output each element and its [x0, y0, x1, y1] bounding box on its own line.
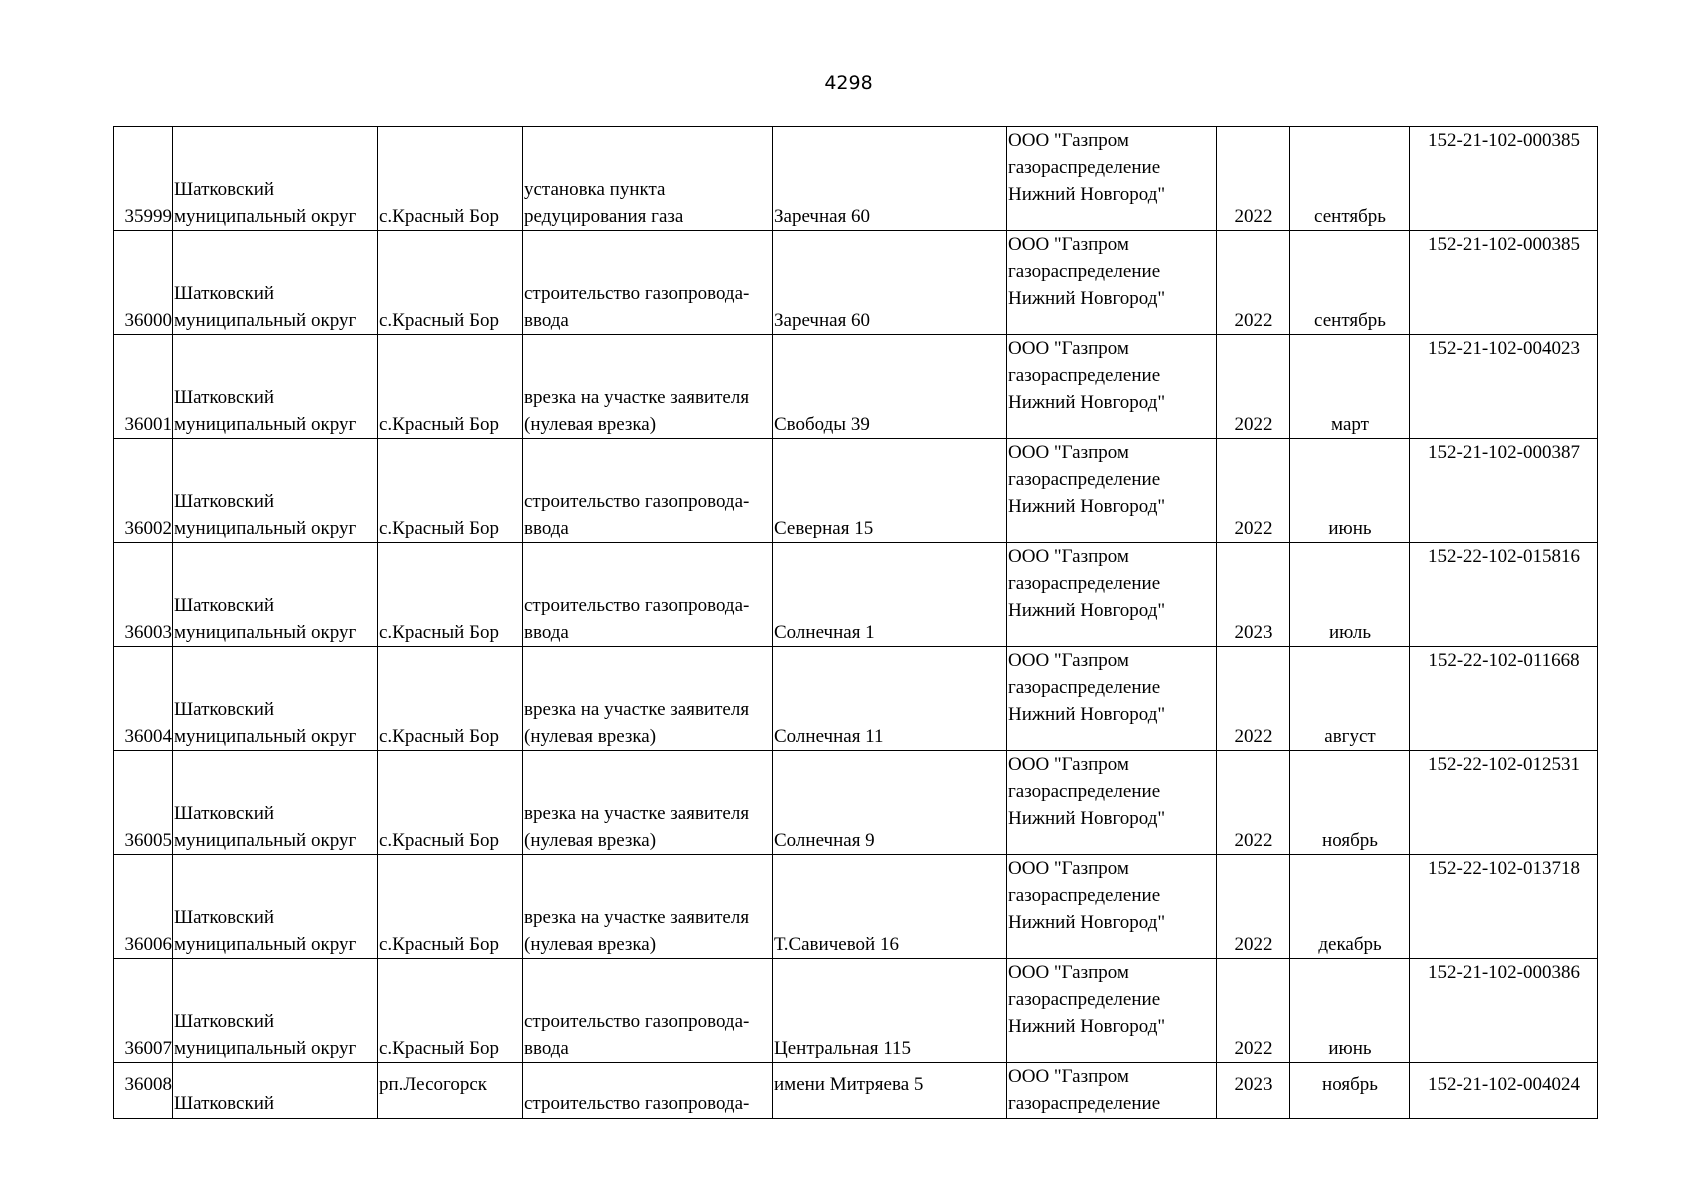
code-cell — [1410, 543, 1598, 647]
contract-code: 152-21-102-000386 — [1428, 962, 1580, 983]
district-line: муниципальный округ — [174, 830, 357, 851]
contract-code: 152-22-102-012531 — [1428, 754, 1580, 775]
year-cell — [1217, 959, 1290, 1063]
month-cell — [1290, 647, 1410, 751]
row-number: 36001 — [124, 414, 172, 435]
settlement: с.Красный Бор — [379, 622, 499, 643]
contract-code: 152-21-102-004023 — [1428, 338, 1580, 359]
district-line: Шатковский — [174, 803, 275, 824]
settlement: с.Красный Бор — [379, 726, 499, 747]
code-cell — [1410, 751, 1598, 855]
table-row — [114, 751, 1598, 855]
contract-code: 152-21-102-000387 — [1428, 442, 1580, 463]
work-type-cell — [523, 335, 773, 439]
year: 2022 — [1234, 206, 1273, 227]
year: 2023 — [1234, 622, 1273, 643]
row-number-cell — [114, 855, 173, 959]
month: ноябрь — [1322, 830, 1378, 851]
organization-line: ООО "Газпром — [1008, 338, 1129, 359]
organization-line: ООО "Газпром — [1008, 754, 1129, 775]
district-cell — [173, 543, 378, 647]
address-cell — [773, 751, 1007, 855]
address-cell — [773, 543, 1007, 647]
settlement-cell — [378, 855, 523, 959]
organization-line: газораспределение — [1008, 781, 1161, 802]
month-cell — [1290, 1063, 1410, 1119]
page-number: 4298 — [824, 72, 873, 94]
table-body — [114, 127, 1598, 1119]
address-cell — [773, 335, 1007, 439]
organization-line: газораспределение — [1008, 157, 1161, 178]
table-row — [114, 439, 1598, 543]
row-number-cell — [114, 335, 173, 439]
district-cell — [173, 127, 378, 231]
address: Северная 15 — [774, 518, 874, 539]
district-line: муниципальный округ — [174, 518, 357, 539]
organization-line: Нижний Новгород" — [1008, 288, 1166, 309]
year: 2023 — [1234, 1074, 1273, 1095]
address-cell — [773, 231, 1007, 335]
organization-line: Нижний Новгород" — [1008, 912, 1166, 933]
row-number: 36006 — [124, 934, 172, 955]
work-type-line: редуцирования газа — [524, 206, 684, 227]
address-cell — [773, 439, 1007, 543]
month: июль — [1328, 622, 1372, 643]
row-number-cell — [114, 647, 173, 751]
district-line: муниципальный округ — [174, 934, 357, 955]
year: 2022 — [1234, 726, 1273, 747]
work-type-line: ввода — [524, 1038, 569, 1059]
district-line: муниципальный округ — [174, 726, 357, 747]
organization-cell — [1007, 231, 1217, 335]
work-type-line: врезка на участке заявителя — [524, 803, 750, 824]
organization-cell — [1007, 855, 1217, 959]
work-type-line: ввода — [524, 518, 569, 539]
address: Т.Савичевой 16 — [774, 934, 899, 955]
table-row — [114, 855, 1598, 959]
work-type-line: ввода — [524, 310, 569, 331]
table-row — [114, 647, 1598, 751]
work-type-cell — [523, 439, 773, 543]
month-cell — [1290, 543, 1410, 647]
address: Свободы 39 — [774, 414, 870, 435]
year-cell — [1217, 231, 1290, 335]
organization-cell — [1007, 647, 1217, 751]
contract-code: 152-21-102-000385 — [1428, 234, 1580, 255]
district-line: муниципальный округ — [174, 1038, 357, 1059]
settlement-cell — [378, 231, 523, 335]
organization-line: Нижний Новгород" — [1008, 600, 1166, 621]
year-cell — [1217, 855, 1290, 959]
district-line: Шатковский — [174, 387, 275, 408]
month-cell — [1290, 751, 1410, 855]
year-cell — [1217, 543, 1290, 647]
month-cell — [1290, 855, 1410, 959]
organization-line: газораспределение — [1008, 885, 1161, 906]
contract-code: 152-21-102-000385 — [1428, 130, 1580, 151]
settlement: с.Красный Бор — [379, 206, 499, 227]
organization-line: газораспределение — [1008, 573, 1161, 594]
row-number: 36005 — [124, 830, 172, 851]
row-number-cell — [114, 1063, 173, 1119]
organization-line: Нижний Новгород" — [1008, 496, 1166, 517]
settlement-cell — [378, 751, 523, 855]
organization-line: газораспределение — [1008, 365, 1161, 386]
contract-code: 152-21-102-004024 — [1428, 1074, 1580, 1095]
work-type-line: строительство газопровода- — [524, 1011, 750, 1032]
row-number-cell — [114, 127, 173, 231]
month: июнь — [1328, 518, 1372, 539]
district-cell — [173, 959, 378, 1063]
district-line: Шатковский — [174, 699, 275, 720]
work-type-line: (нулевая врезка) — [524, 414, 657, 435]
settlement: с.Красный Бор — [379, 1038, 499, 1059]
settlement: с.Красный Бор — [379, 310, 499, 331]
organization-line: газораспределение — [1008, 677, 1161, 698]
settlement-cell — [378, 439, 523, 543]
row-number-cell — [114, 751, 173, 855]
work-type-cell — [523, 543, 773, 647]
work-type-line: врезка на участке заявителя — [524, 907, 750, 928]
month: сентябрь — [1314, 206, 1386, 227]
work-type-line: строительство газопровода- — [524, 595, 750, 616]
district-cell — [173, 855, 378, 959]
row-number-cell — [114, 439, 173, 543]
month-cell — [1290, 439, 1410, 543]
month-cell — [1290, 231, 1410, 335]
organization-line: газораспределение — [1008, 261, 1161, 282]
district-line: муниципальный округ — [174, 414, 357, 435]
year-cell — [1217, 647, 1290, 751]
table-row — [114, 959, 1598, 1063]
work-type-line: строительство газопровода- — [524, 1093, 750, 1114]
settlement: с.Красный Бор — [379, 518, 499, 539]
organization-line: Нижний Новгород" — [1008, 808, 1166, 829]
organization-cell — [1007, 543, 1217, 647]
district-line: муниципальный округ — [174, 622, 357, 643]
settlement-cell — [378, 647, 523, 751]
row-number: 36008 — [124, 1074, 172, 1095]
organization-line: Нижний Новгород" — [1008, 184, 1166, 205]
settlement-cell — [378, 543, 523, 647]
organization-line: ООО "Газпром — [1008, 546, 1129, 567]
organization-line: ООО "Газпром — [1008, 130, 1129, 151]
month-cell — [1290, 959, 1410, 1063]
code-cell — [1410, 231, 1598, 335]
table-row — [114, 231, 1598, 335]
district-cell — [173, 751, 378, 855]
row-number: 36000 — [124, 310, 172, 331]
settlement-cell — [378, 959, 523, 1063]
year: 2022 — [1234, 518, 1273, 539]
year-cell — [1217, 439, 1290, 543]
table-row — [114, 1063, 1598, 1119]
organization-line: ООО "Газпром — [1008, 858, 1129, 879]
code-cell — [1410, 855, 1598, 959]
district-cell — [173, 1063, 378, 1119]
address: Заречная 60 — [774, 206, 871, 227]
month-cell — [1290, 335, 1410, 439]
work-type-line: (нулевая врезка) — [524, 830, 657, 851]
address: Центральная 115 — [774, 1038, 911, 1059]
work-type-cell — [523, 855, 773, 959]
district-line: Шатковский — [174, 491, 275, 512]
settlement: с.Красный Бор — [379, 830, 499, 851]
organization-cell — [1007, 127, 1217, 231]
address: Заречная 60 — [774, 310, 871, 331]
organization-line: ООО "Газпром — [1008, 962, 1129, 983]
work-type-line: (нулевая врезка) — [524, 726, 657, 747]
organization-line: газораспределение — [1008, 469, 1161, 490]
district-cell — [173, 647, 378, 751]
year-cell — [1217, 1063, 1290, 1119]
year: 2022 — [1234, 414, 1273, 435]
month: ноябрь — [1322, 1074, 1378, 1095]
district-line: Шатковский — [174, 283, 275, 304]
row-number: 36003 — [124, 622, 172, 643]
district-line: Шатковский — [174, 179, 275, 200]
year-cell — [1217, 335, 1290, 439]
row-number: 35999 — [124, 206, 172, 227]
month: март — [1331, 414, 1369, 435]
settlement-cell — [378, 335, 523, 439]
work-type-cell — [523, 127, 773, 231]
contract-code: 152-22-102-013718 — [1428, 858, 1580, 879]
organization-line: Нижний Новгород" — [1008, 1016, 1166, 1037]
row-number: 36007 — [124, 1038, 172, 1059]
row-number: 36004 — [124, 726, 172, 747]
district-cell — [173, 439, 378, 543]
settlement: рп.Лесогорск — [379, 1074, 487, 1095]
month: август — [1324, 726, 1376, 747]
year-cell — [1217, 751, 1290, 855]
organization-line: Нижний Новгород" — [1008, 392, 1166, 413]
row-number: 36002 — [124, 518, 172, 539]
district-line: Шатковский — [174, 1093, 275, 1114]
month: июнь — [1328, 1038, 1372, 1059]
district-cell — [173, 335, 378, 439]
year: 2022 — [1234, 310, 1273, 331]
work-type-line: ввода — [524, 622, 569, 643]
year: 2022 — [1234, 934, 1273, 955]
settlement-cell — [378, 1063, 523, 1119]
district-line: муниципальный округ — [174, 206, 357, 227]
organization-cell — [1007, 335, 1217, 439]
district-cell — [173, 231, 378, 335]
work-type-line: строительство газопровода- — [524, 283, 750, 304]
month: декабрь — [1318, 934, 1382, 955]
table-row — [114, 335, 1598, 439]
district-line: Шатковский — [174, 1011, 275, 1032]
contract-code: 152-22-102-011668 — [1428, 650, 1580, 671]
row-number-cell — [114, 543, 173, 647]
address: Солнечная 9 — [774, 830, 875, 851]
work-type-cell — [523, 959, 773, 1063]
code-cell — [1410, 959, 1598, 1063]
organization-cell — [1007, 959, 1217, 1063]
code-cell — [1410, 1063, 1598, 1119]
district-line: муниципальный округ — [174, 310, 357, 331]
year: 2022 — [1234, 1038, 1273, 1059]
work-type-cell — [523, 1063, 773, 1119]
code-cell — [1410, 647, 1598, 751]
district-line: Шатковский — [174, 907, 275, 928]
work-type-line: строительство газопровода- — [524, 491, 750, 512]
settlement-cell — [378, 127, 523, 231]
address-cell — [773, 1063, 1007, 1119]
table-row — [114, 127, 1598, 231]
address-cell — [773, 855, 1007, 959]
organization-line: ООО "Газпром — [1008, 234, 1129, 255]
work-type-cell — [523, 231, 773, 335]
organization-cell — [1007, 439, 1217, 543]
settlement: с.Красный Бор — [379, 934, 499, 955]
work-type-cell — [523, 751, 773, 855]
code-cell — [1410, 335, 1598, 439]
organization-cell — [1007, 1063, 1217, 1119]
organization-line: ООО "Газпром — [1008, 442, 1129, 463]
organization-line: ООО "Газпром — [1008, 1066, 1129, 1087]
address: Солнечная 11 — [774, 726, 884, 747]
table-row — [114, 543, 1598, 647]
organization-line: Нижний Новгород" — [1008, 704, 1166, 725]
work-type-line: врезка на участке заявителя — [524, 387, 750, 408]
organization-line: газораспределение — [1008, 1093, 1161, 1114]
district-line: Шатковский — [174, 595, 275, 616]
organization-line: газораспределение — [1008, 989, 1161, 1010]
address-cell — [773, 127, 1007, 231]
address: имени Митряева 5 — [774, 1074, 924, 1095]
work-type-line: установка пункта — [524, 179, 666, 200]
month: сентябрь — [1314, 310, 1386, 331]
organization-line: ООО "Газпром — [1008, 650, 1129, 671]
address-cell — [773, 959, 1007, 1063]
work-type-cell — [523, 647, 773, 751]
row-number-cell — [114, 959, 173, 1063]
address-cell — [773, 647, 1007, 751]
year-cell — [1217, 127, 1290, 231]
settlement: с.Красный Бор — [379, 414, 499, 435]
work-type-line: врезка на участке заявителя — [524, 699, 750, 720]
work-type-line: (нулевая врезка) — [524, 934, 657, 955]
year: 2022 — [1234, 830, 1273, 851]
organization-cell — [1007, 751, 1217, 855]
code-cell — [1410, 127, 1598, 231]
contract-code: 152-22-102-015816 — [1428, 546, 1580, 567]
data-table — [113, 126, 1598, 1119]
code-cell — [1410, 439, 1598, 543]
row-number-cell — [114, 231, 173, 335]
month-cell — [1290, 127, 1410, 231]
address: Солнечная 1 — [774, 622, 875, 643]
